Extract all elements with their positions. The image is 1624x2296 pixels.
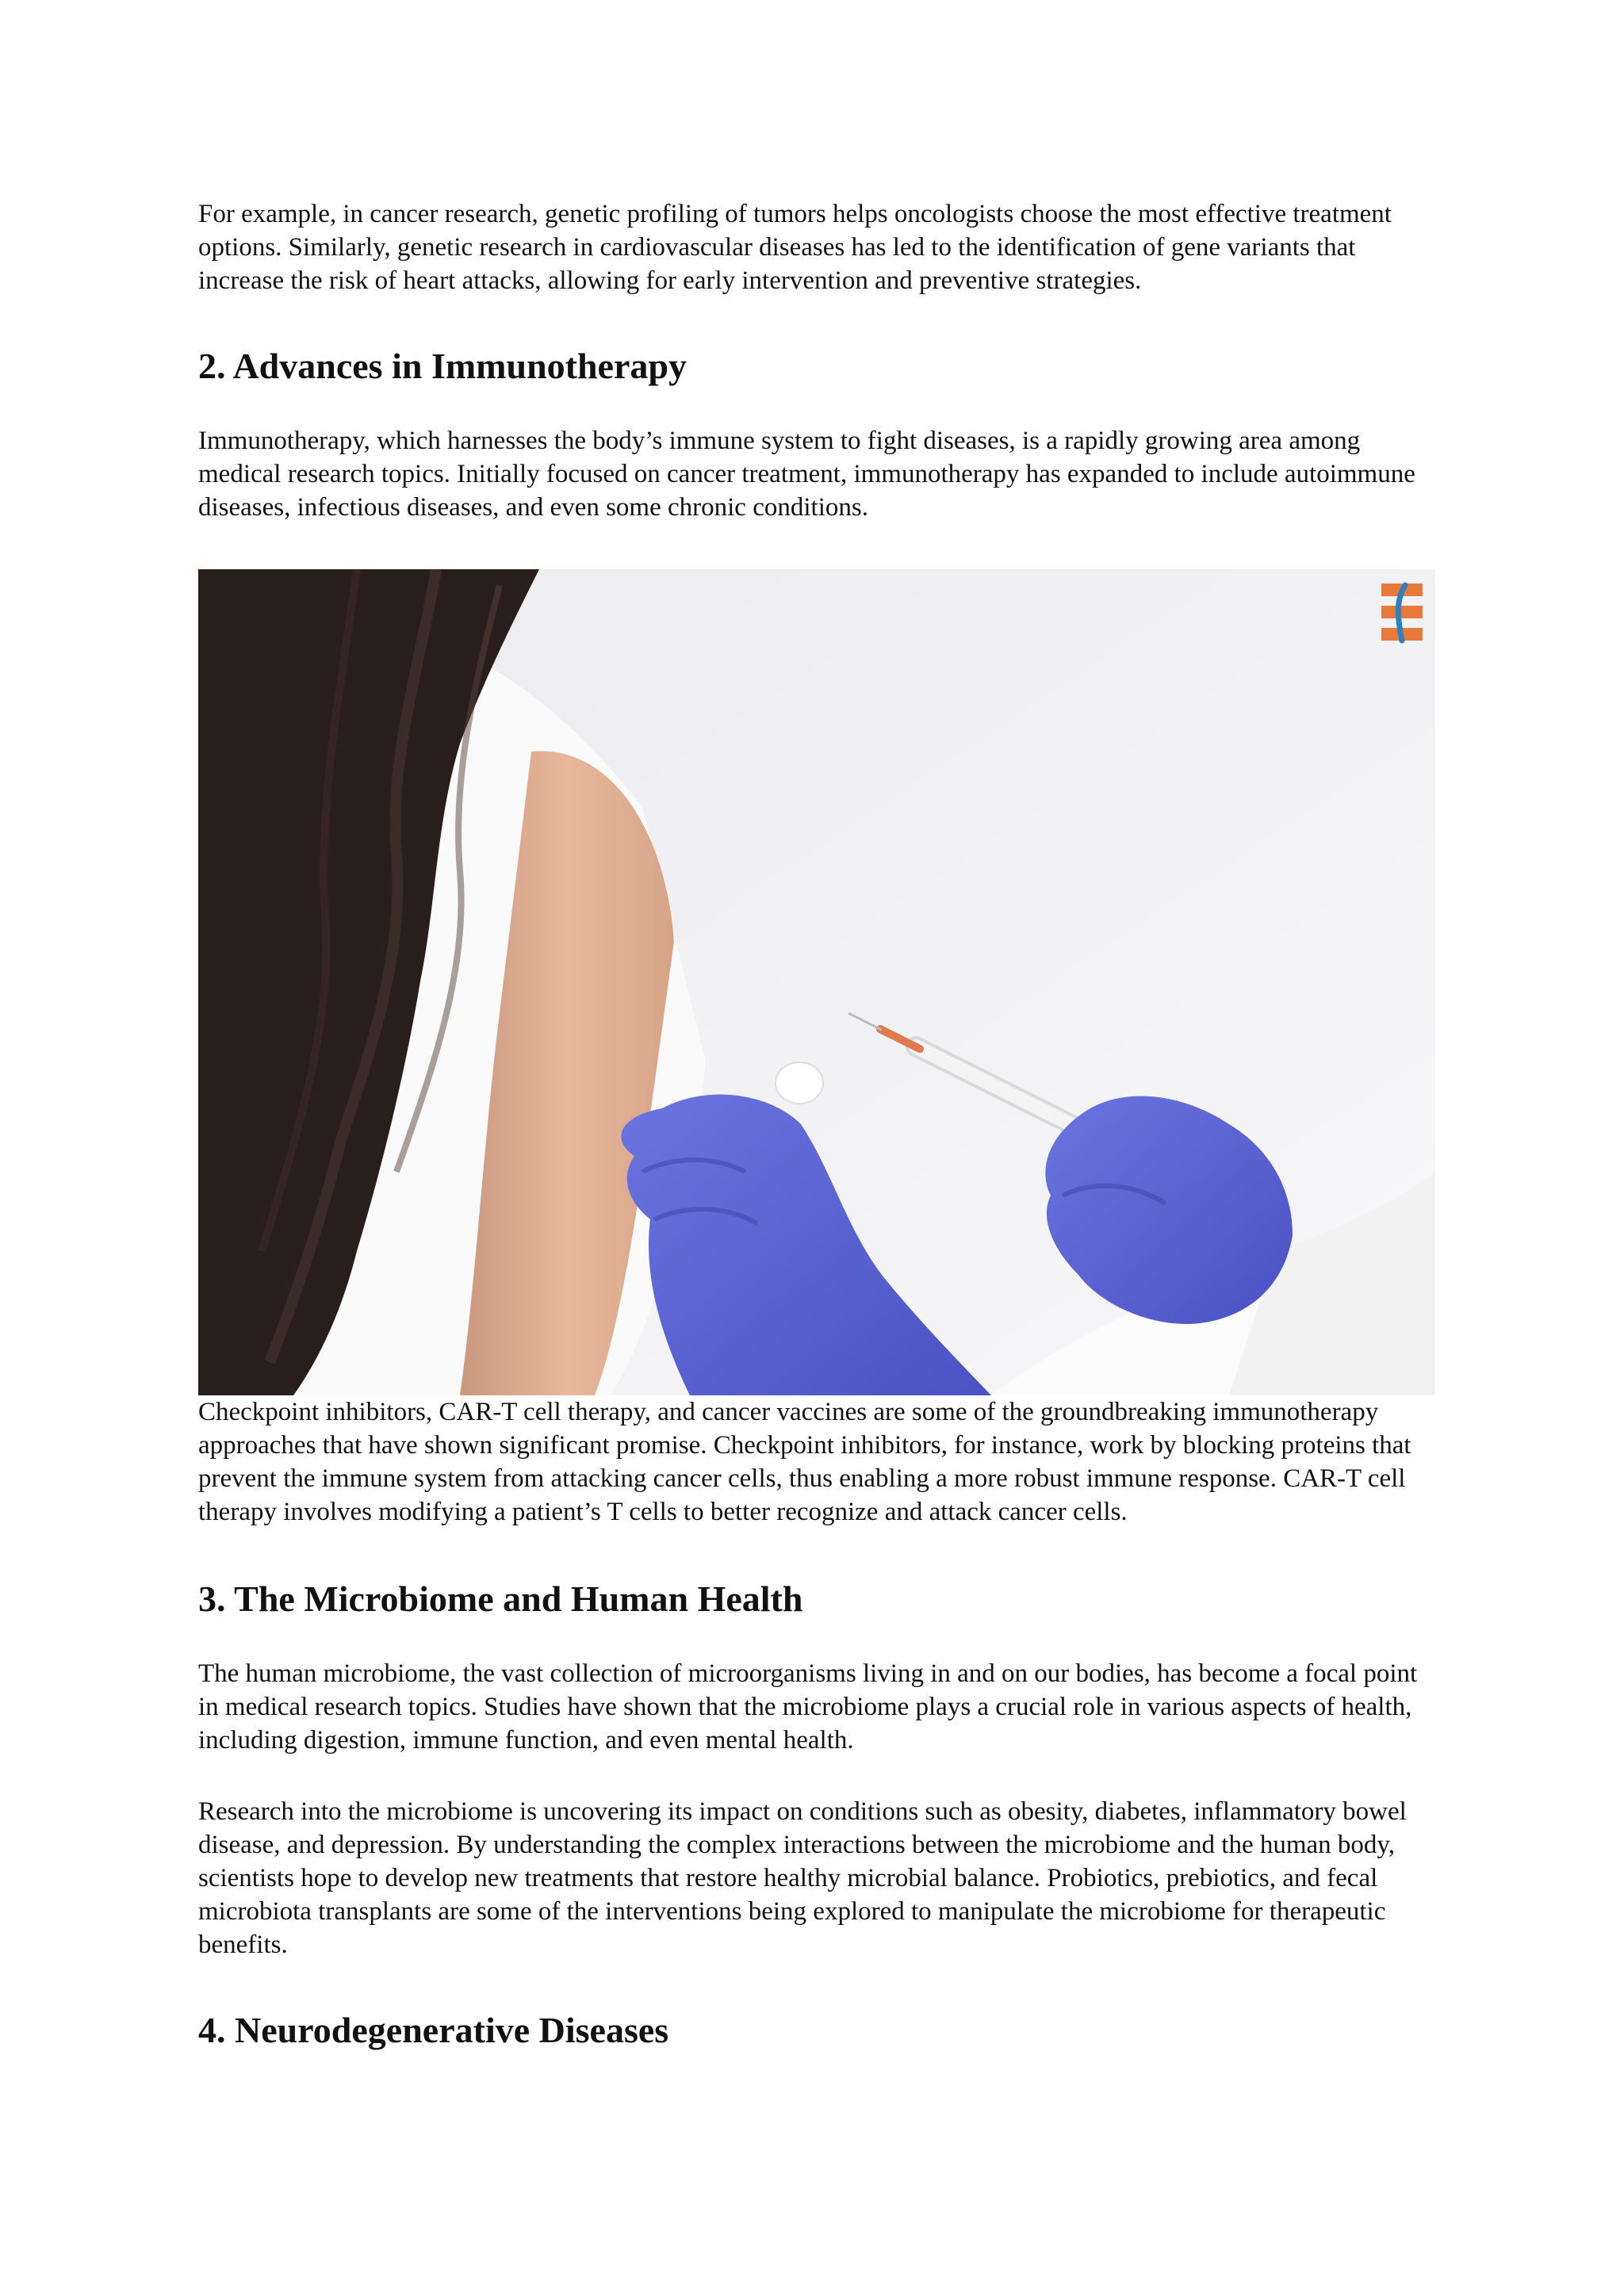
- watermark-logo-icon: [1381, 584, 1423, 641]
- document-page: [198, 197, 1443, 2052]
- cotton-pad: [776, 1062, 823, 1104]
- paragraph-microbiome-intro: The human microbiome, the vast collection of microorganisms living in and on our bodies, has become a focal point in medical research topics. Studies have shown that the microbiome plays a crucial role in various aspects of health, including digestion, immune function, and even mental health.: [198, 1659, 1418, 1755]
- paragraph-genetic-profiling: For example, in cancer research, genetic profiling of tumors helps oncologists choose the most effective treatment options. Similarly, genetic research in cardiovascular diseases has led to the identification of gene variants that increase the risk of heart attacks, allowing for early intervention and preventive strategies.: [198, 200, 1392, 295]
- paragraph-immunotherapy-intro: Immunotherapy, which harnesses the body’s immune system to fight diseases, is a rapidly growing area among medical research topics. Initially focused on cancer treatment, immunotherapy has expanded to include autoimmune diseases, infectious diseases, and even some chronic conditions.: [198, 427, 1415, 522]
- vaccination-photo: [198, 569, 1435, 1395]
- heading-microbiome: 3. The Microbiome and Human Health: [198, 1578, 803, 1619]
- paragraph-microbiome-research: Research into the microbiome is uncovering its impact on conditions such as obesity, diabetes, inflammatory bowel disease, and depression. By understanding the complex interactions between the microbiome and the human body, scientists hope to develop new treatments that restore healthy microbial balance. Probiotics, prebiotics, and fecal microbiota transplants are some of the interventions being explored to manipulate the microbiome for therapeutic benefits.: [198, 1797, 1407, 1959]
- paragraph-checkpoint-inhibitors: Checkpoint inhibitors, CAR-T cell therapy, and cancer vaccines are some of the groundbreaking immunotherapy approaches that have shown significant promise. Checkpoint inhibitors, for instance, work by blocking proteins that prevent the immune system from attacking cancer cells, thus enabling a more robust immune response. CAR-T cell therapy involves modifying a patient’s T cells to better recognize and attack cancer cells.: [198, 1398, 1411, 1526]
- heading-immunotherapy: 2. Advances in Immunotherapy: [198, 346, 687, 386]
- heading-neurodegenerative: 4. Neurodegenerative Diseases: [198, 2010, 669, 2050]
